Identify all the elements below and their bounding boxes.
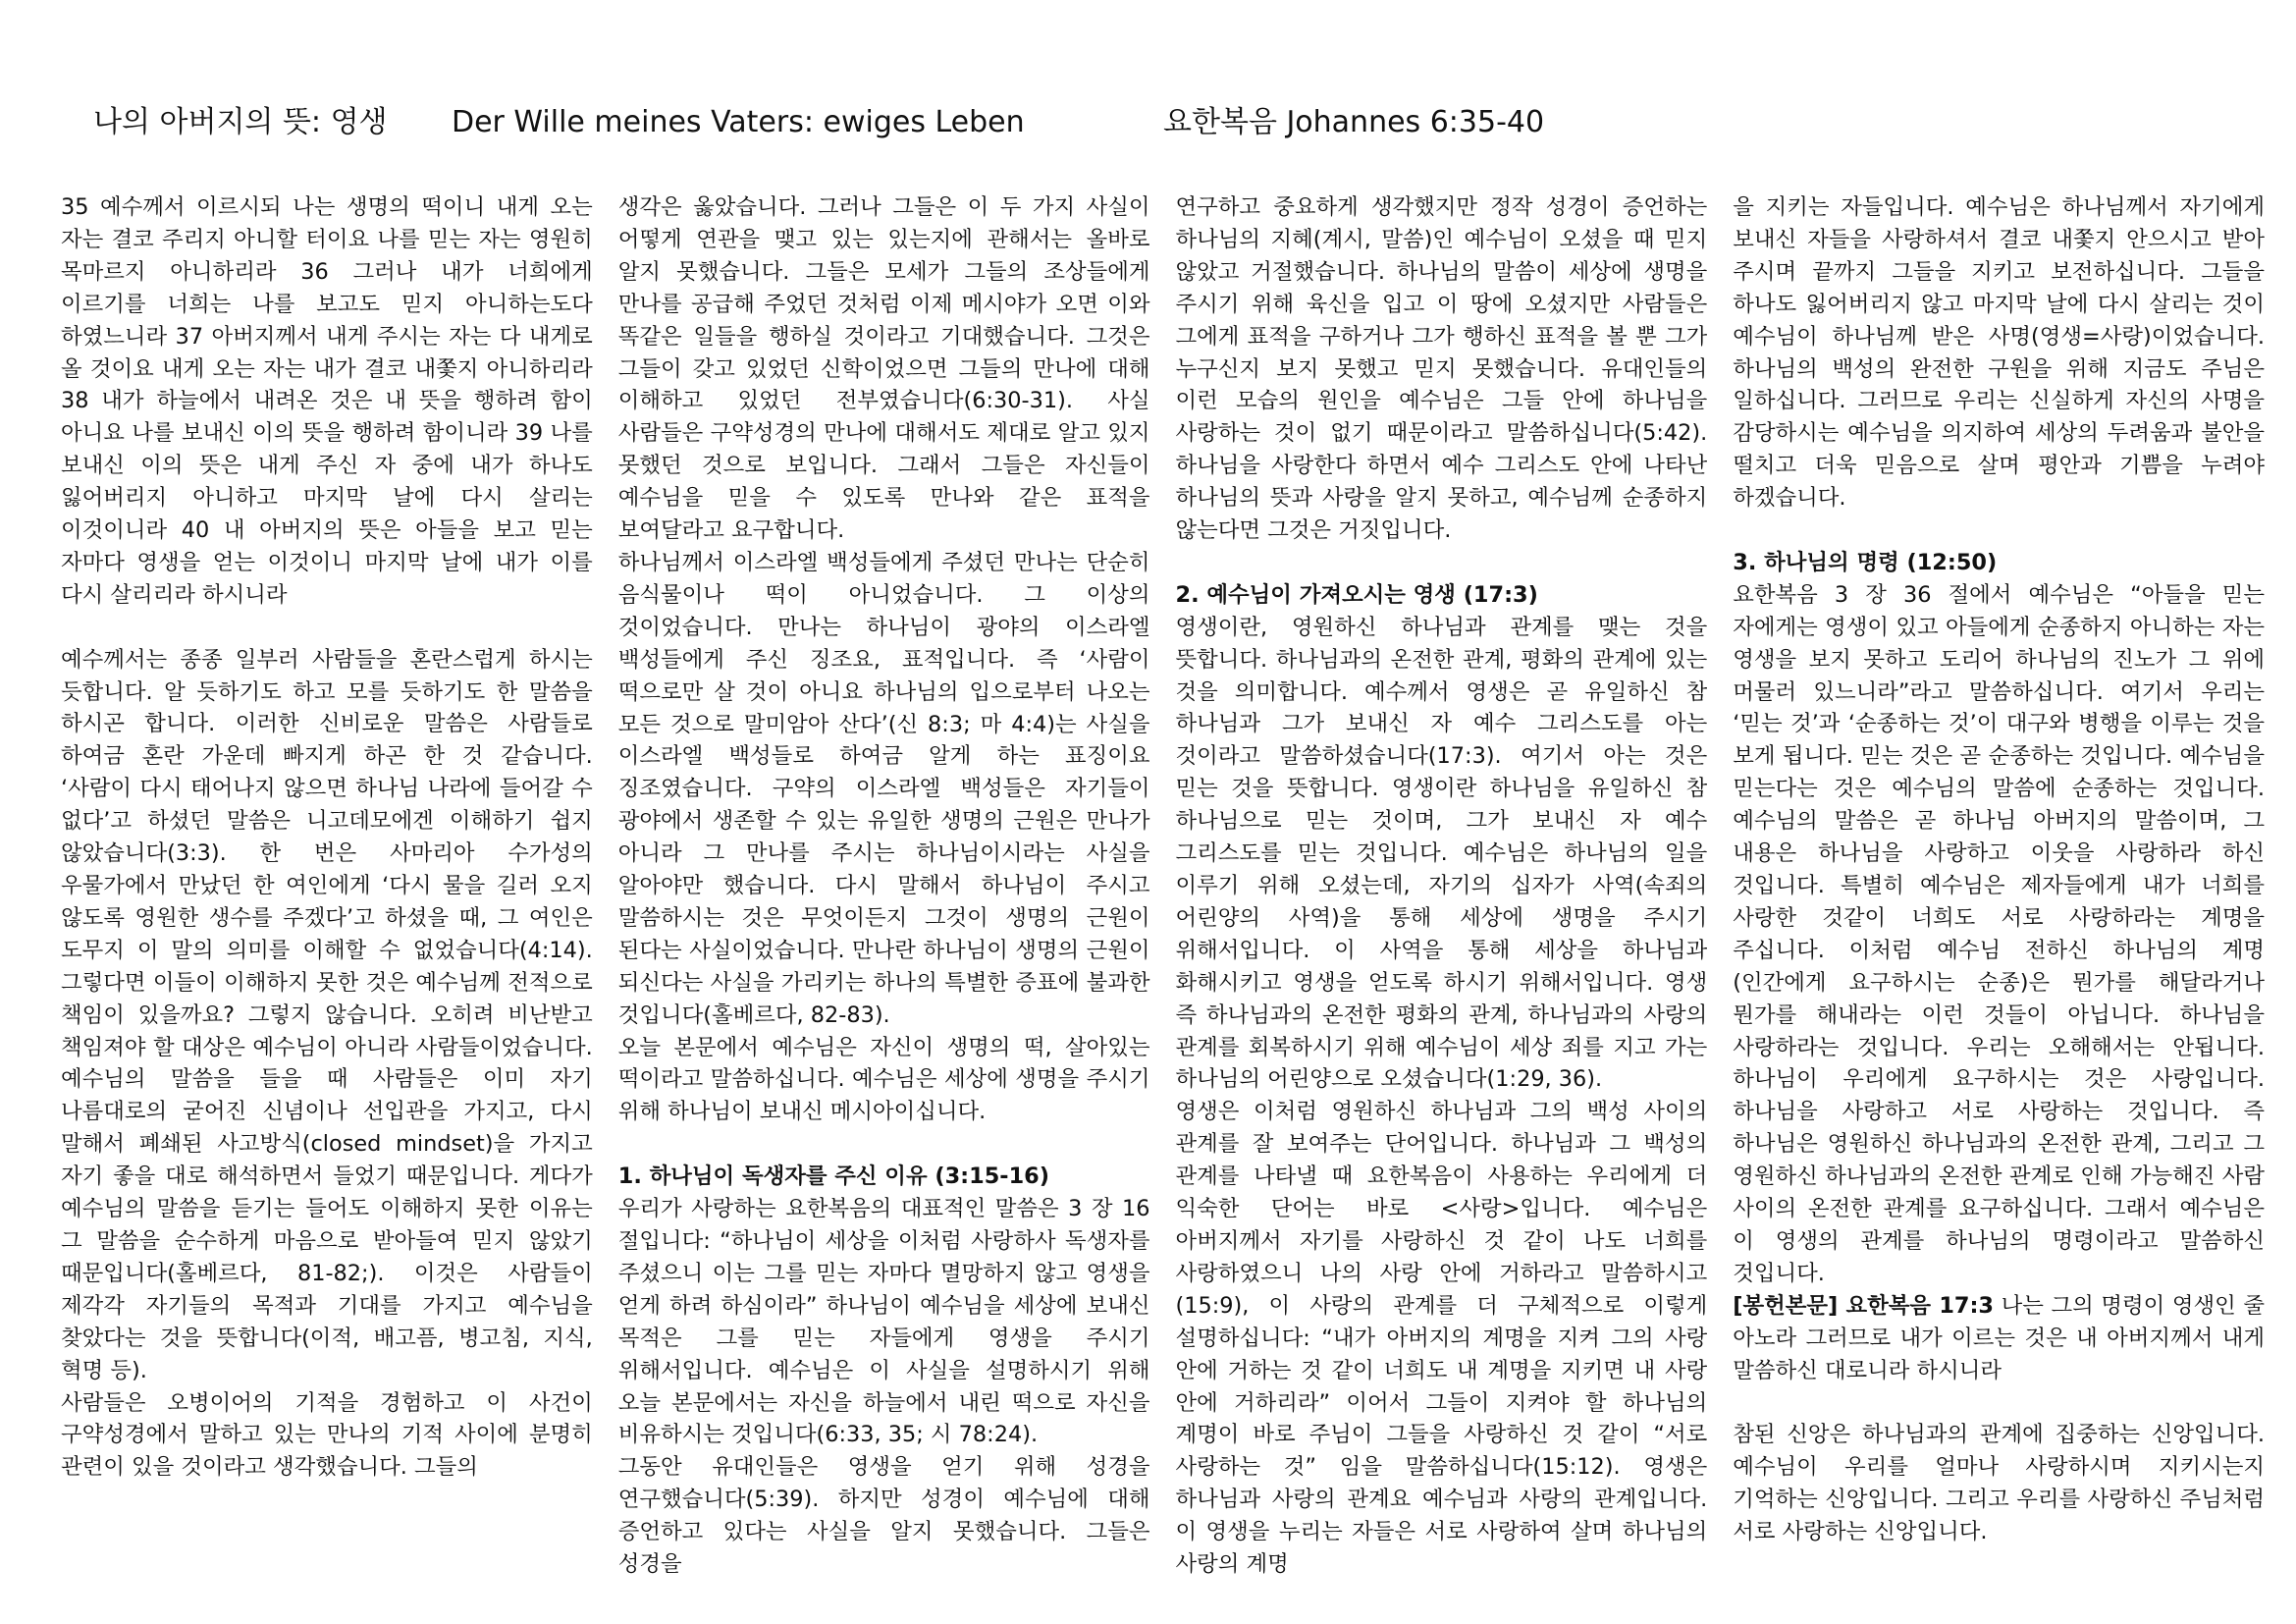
column-3 <box>1176 191 1708 1586</box>
section-heading-1: 1. 하나님이 독생자를 주신 이유 (3:15-16) <box>617 1164 1049 1190</box>
paragraph: 하나님께서 이스라엘 백성들에게 주셨던 만나는 단순히 음식물이나 떡이 아니었습니다. 그 이상의 것이었습니다. 만나는 하나님이 광야의 이스라엘 백성들에게 주신 징조요, 표적입니다. 즉 ‘사람이 떡으로만 살 것이 아니요 하나님의 입으로부터 나오는 모든 것으로 말미암아 산다’(신 8:3; 마 4:4)는 사실을 이스라엘 백성들로 하여금 알게 하는 표징이요 징조였습니다. 구약의 이스라엘 백성들은 자기들이 광야에서 생존할 수 있는 유일한 생명의 근원은 만나가 아니라 그 만나를 주시는 하나님이시라는 사실을 알아야만 했습니다. 다시 말해서 하나님이 주시고 말씀하시는 것은 무엇이든지 그것이 생명의 근원이 된다는 사실이었습니다. 만나란 하나님이 생명의 근원이 되신다는 사실을 가리키는 하나의 특별한 증표에 불과한 것입니다(홀베르다, 82-83). <box>617 549 1150 1028</box>
section-heading-2: 2. 예수님이 가져오시는 영생 (17:3) <box>1175 581 1538 608</box>
paragraph: 그동안 유대인들은 영생을 얻기 위해 성경을 연구했습니다(5:39). 하지만 성경이 예수님에 대해 증언하고 있다는 사실을 알지 못했습니다. 그들은 성경을 <box>617 1454 1150 1578</box>
paragraph: 참된 신앙은 하나님과의 관계에 집중하는 신앙입니다. 예수님이 우리를 얼마나 사랑하시며 지키시는지 기억하는 신앙입니다. 그리고 우리를 사랑하신 주님처럼 서로 사랑하는 신앙입니다. <box>1733 1422 2265 1545</box>
paragraph: 영생은 이처럼 영원하신 하나님과 그의 백성 사이의 관계를 잘 보여주는 단어입니다. 하나님과 그 백성의 관계를 나타낼 때 요한복음이 사용하는 우리에게 더 익숙한 단어는 바로 <사랑>입니다. 예수님은 아버지께서 자기를 사랑하신 것 같이 나도 너희를 사랑하였으니 나의 사랑 안에 거하라고 말씀하시고(15:9), 이 사랑의 관계를 더 구체적으로 이렇게 설명하십니다: “내가 아버지의 계명을 지켜 그의 사랑 안에 거하는 것 같이 너희도 내 계명을 지키면 내 사랑 안에 거하리라” 이어서 그들이 지켜야 할 하나님의 계명이 바로 주님이 그들을 사랑하신 것 같이 “서로 사랑하는 것” 임을 말씀하십니다(15:12). 영생은 하나님과 사랑의 관계요 예수님과 사랑의 관계입니다. 이 영생을 누리는 자들은 서로 사랑하여 살며 하나님의 사랑의 계명 <box>1175 1099 1708 1578</box>
paragraph: 연구하고 중요하게 생각했지만 정작 성경이 증언하는 하나님의 지혜(계시, 말씀)인 예수님이 오셨을 때 믿지 않았고 거절했습니다. 하나님의 말씀이 세상에 생명을 주시기 위해 육신을 입고 이 땅에 오셨지만 사람들은 그에게 표적을 구하거나 그가 행하신 표적을 볼 뿐 그가 누구신지 보지 못했고 믿지 못했습니다. 유대인들의 이런 모습의 원인을 예수님은 그들 안에 하나님을 사랑하는 것이 없기 때문이라고 말씀하십니다(5:42). 하나님을 사랑한다 하면서 예수 그리스도 안에 나타난 하나님의 뜻과 사랑을 알지 못하고, 예수님께 순종하지 않는다면 그것은 거짓입니다. <box>1175 194 1708 544</box>
paragraph: 오늘 본문에서 예수님은 자신이 생명의 떡, 살아있는 떡이라고 말씀하십니다. 예수님은 세상에 생명을 주시기 위해 하나님이 보내신 메시아이십니다. <box>617 1034 1150 1125</box>
column-1 <box>61 191 593 1586</box>
offering-passage <box>1733 1290 2265 1387</box>
paragraph: 예수께서는 종종 일부러 사람들을 혼란스럽게 하시는 듯합니다. 알 듯하기도 하고 모를 듯하기도 한 말씀을 하시곤 합니다. 이러한 신비로운 말씀은 사람들로 하여금 혼란 가운데 빠지게 하곤 한 것 같습니다. ‘사람이 다시 태어나지 않으면 하나님 나라에 들어갈 수 없다’고 하셨던 말씀은 니고데모에겐 이해하기 쉽지 않았습니다(3:3). 한 번은 사마리아 수가성의 우물가에서 만났던 한 여인에게 ‘다시 물을 길러 오지 않도록 영원한 생수를 주겠다’고 하셨을 때, 그 여인은 도무지 이 말의 의미를 이해할 수 없었습니다(4:14). 그렇다면 이들이 이해하지 못한 것은 예수님께 전적으로 책임이 있을까요? 그렇지 않습니다. 오히려 비난받고 책임져야 할 대상은 예수님이 아니라 사람들이었습니다. 예수님의 말씀을 들을 때 사람들은 이미 자기 나름대로의 굳어진 신념이나 선입관을 가지고, 다시 말해서 폐쇄된 사고방식(closed mindset)을 가지고 자기 좋을 대로 해석하면서 들었기 때문입니다. 게다가 예수님의 말씀을 듣기는 들어도 이해하지 못한 이유는 그 말씀을 순수하게 마음으로 받아들여 믿지 않았기 때문입니다(홀베르다, 81-82;). 이것은 사람들이 제각각 자기들의 목적과 기대를 가지고 예수님을 찾았다는 것을 뜻합니다(이적, 배고픔, 병고침, 지식, 혁명 등). <box>61 646 593 1383</box>
scripture-text: 35 예수께서 이르시되 나는 생명의 떡이니 내게 오는 자는 결코 주리지 아니할 터이요 나를 믿는 자는 영원히 목마르지 아니하리라 36 그러나 내가 너희에게 이르기를 너희는 나를 보고도 믿지 아니하는도다 하였느니라 37 아버지께서 내게 주시는 자는 다 내게로 올 것이요 내게 오는 자는 내가 결코 내쫓지 아니하리라 38 내가 하늘에서 내려온 것은 내 뜻을 행하려 함이 아니요 나를 보내신 이의 뜻을 행하려 함이니라 39 나를 보내신 이의 뜻은 내게 주신 자 중에 내가 하나도 잃어버리지 아니하고 마지막 날에 다시 살리는 이것이니라 40 내 아버지의 뜻은 아들을 보고 믿는 자마다 영생을 얻는 이것이니 마지막 날에 내가 이를 다시 살리리라 하시니라 <box>61 194 593 608</box>
sermon-body <box>61 191 2265 1586</box>
paragraph: 요한복음 3 장 36 절에서 예수님은 “아들을 믿는 자에게는 영생이 있고 아들에게 순종하지 아니하는 자는 영생을 보지 못하고 도리어 하나님의 진노가 그 위에 머물러 있느니라”라고 말씀하십니다. 여기서 우리는 ‘믿는 것’과 ‘순종하는 것’이 대구와 병행을 이루는 것을 보게 됩니다. 믿는 것은 곧 순종하는 것입니다. 예수님을 믿는다는 것은 예수님의 말씀에 순종하는 것입니다. 예수님의 말씀은 곧 하나님 아버지의 말씀이며, 그 내용은 하나님을 사랑하고 이웃을 사랑하라 하신 것입니다. 특별히 예수님은 제자들에게 내가 너희를 사랑한 것같이 너희도 서로 사랑하라는 계명을 주십니다. 이처럼 예수님 전하신 하나님의 계명(인간에게 요구하시는 순종)은 뭔가를 해달라거나 뭔가를 해내라는 이런 것들이 아닙니다. 하나님을 사랑하라는 것입니다. 우리는 오해해서는 안됩니다. 하나님이 우리에게 요구하시는 것은 사랑입니다. 하나님을 사랑하고 서로 사랑하는 것입니다. 즉 하나님은 영원하신 하나님과의 온전한 관계, 그리고 그 영원하신 하나님과의 온전한 관계로 인해 가능해진 사람 사이의 온전한 관계를 요구하십니다. 그래서 예수님은 이 영생의 관계를 하나님의 명령이라고 말씀하신 것입니다. <box>1733 581 2265 1286</box>
column-2 <box>618 191 1150 1586</box>
title-german: Der Wille meines Vaters: ewiges Leben <box>452 105 1025 139</box>
section-heading-3: 3. 하나님의 명령 (12:50) <box>1733 549 1998 575</box>
page-header <box>93 98 2237 147</box>
paragraph: 생각은 옳았습니다. 그러나 그들은 이 두 가지 사실이 어떻게 연관을 맺고 있는 있는지에 관해서는 올바로 알지 못했습니다. 그들은 모세가 그들의 조상들에게 만나를 공급해 주었던 것처럼 이제 메시야가 오면 이와 똑같은 일들을 행하실 것이라고 기대했습니다. 그것은 그들이 갖고 있었던 신학이었으면 그들의 만나에 대해 이해하고 있었던 전부였습니다(6:30-31). 사실 사람들은 구약성경의 만나에 대해서도 제대로 알고 있지 못했던 것으로 보입니다. 그래서 그들은 자신들이 예수님을 믿을 수 있도록 만나와 같은 표적을 보여달라고 요구합니다. <box>617 194 1150 544</box>
offering-text: 나는 그의 명령이 영생인 줄 아노라 그러므로 내가 이르는 것은 내 아버지께서 내게 말씀하신 대로니라 하시니라 <box>1733 1292 2265 1383</box>
paragraph: 우리가 사랑하는 요한복음의 대표적인 말씀은 3 장 16 절입니다: “하나님이 세상을 이처럼 사랑하사 독생자를 주셨으니 이는 그를 믿는 자마다 멸망하지 않고 영생을 얻게 하려 하심이라” 하나님이 예수님을 세상에 보내신 목적은 그를 믿는 자들에게 영생을 주시기 위해서입니다. 예수님은 이 사실을 설명하시기 위해 오늘 본문에서는 자신을 하늘에서 내린 떡으로 자신을 비유하시는 것입니다(6:33, 35; 시 78:24). <box>617 1196 1150 1448</box>
paragraph: 영생이란, 영원하신 하나님과 관계를 맺는 것을 뜻합니다. 하나님과의 온전한 관계, 평화의 관계에 있는 것을 의미합니다. 예수께서 영생은 곧 유일하신 참 하나님과 그가 보내신 자 예수 그리스도를 아는 것이라고 말씀하셨습니다(17:3). 여기서 아는 것은 믿는 것을 뜻합니다. 영생이란 하나님을 유일하신 참 하나님으로 믿는 것이며, 그가 보내신 자 예수 그리스도를 믿는 것입니다. 예수님은 하나님의 일을 이루기 위해 오셨는데, 자기의 십자가 사역(속죄의 어린양의 사역)을 통해 세상에 생명을 주시기 위해서입니다. 이 사역을 통해 세상을 하나님과 화해시키고 영생을 얻도록 하시기 위해서입니다. 영생 즉 하나님과의 온전한 평화의 관계, 하나님과의 사랑의 관계를 회복하시기 위해 예수님이 세상 죄를 지고 가는 하나님의 어린양으로 오셨습니다(1:29, 36). <box>1175 614 1708 1093</box>
scripture-reference: 요한복음 Johannes 6:35-40 <box>1163 105 1545 139</box>
offering-label: [봉헌본문] 요한복음 17:3 <box>1733 1292 1995 1319</box>
paragraph: 사람들은 오병이어의 기적을 경험하고 이 사건이 구약성경에서 말하고 있는 만나의 기적 사이에 분명히 관련이 있을 것이라고 생각했습니다. 그들의 <box>61 1389 593 1481</box>
paragraph: 을 지키는 자들입니다. 예수님은 하나님께서 자기에게 보내신 자들을 사랑하셔서 결코 내쫓지 안으시고 받아 주시며 끝까지 그들을 지키고 보전하십니다. 그들을 하나도 잃어버리지 않고 마지막 날에 다시 살리는 것이 예수님이 하나님께 받은 사명(영생=사랑)이었습니다. 하나님의 백성의 완전한 구원을 위해 지금도 주님은 일하십니다. 그러므로 우리는 신실하게 자신의 사명을 감당하시는 예수님을 의지하여 세상의 두려움과 불안을 떨치고 더욱 믿음으로 살며 평안과 기쁨을 누려야 하겠습니다. <box>1733 194 2265 512</box>
column-4 <box>1733 191 2265 1586</box>
title-korean: 나의 아버지의 뜻: 영생 <box>93 105 388 139</box>
